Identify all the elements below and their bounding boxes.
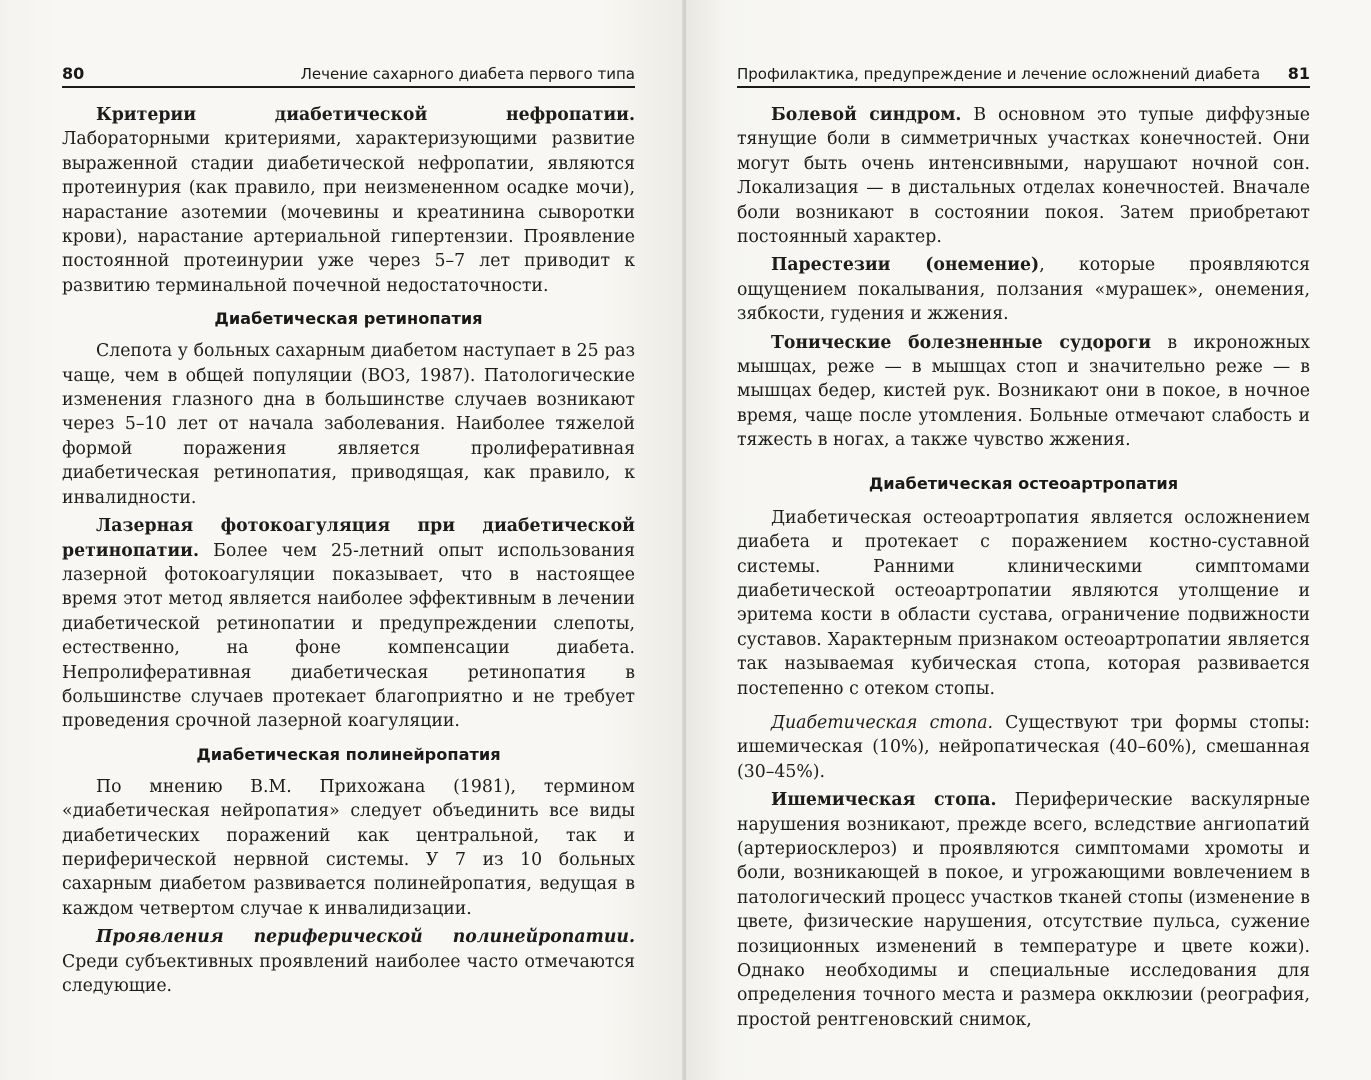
paragraph	[737, 331, 1310, 453]
right-running-head	[737, 62, 1310, 88]
paragraph	[737, 711, 1310, 784]
paragraph-text: , которые проявляются ощущением покалывания, ползания «мурашек», онемения, зябкости, гудения и жжения.	[737, 255, 1310, 325]
paragraph	[62, 514, 635, 734]
left-page	[0, 0, 684, 1080]
paragraph: По мнению В.М. Прихожана (1981), термином «диабетическая нейропатия» следует объединить все виды диабетических поражений как центральной, так и периферической нервной системы. У 7 из 10 больных сахарным диабетом развивается полинейропатия, ведущая в каждом четвертом случае к инвалидизации.	[62, 776, 635, 919]
paragraph: Слепота у больных сахарным диабетом наступает в 25 раз чаще, чем в общей популяции (ВОЗ, 1987). Патологические изменения глазного дна в большинстве случаев возникают через 5–10 лет от начала заболевания. Наиболее тяжелой формой поражения является пролиферативная диабетическая ретинопатия, приводящая, как правило, к инвалидности.	[62, 341, 635, 508]
italic-lead: Диабетическая стопа.	[771, 712, 994, 733]
paragraph-text: Лабораторными критериями, характеризующими развитие выраженной стадии диабетической нефропатии, являются протеинурия (как правило, при неизмененном осадке мочи), нарастание азотемии (мочевины и креатинина сыворотки крови), нарастание артериальной гипертензии. Проявление постоянной протеинурии уже через 5–7 лет приводит к развитию терминальной почечной недостаточности.	[62, 129, 635, 296]
paragraph-text: Периферические васкулярные нарушения возникают, прежде всего, вследствие ангиопатий (артериосклероз) и проявляются симптомами хромоты и боли, возникающей в покое, и угрожающими вовлечением в патологический процесс участков тканей стопы (изменение в цвете, физические нарушения, отсутствие пульса, сужение позиционных изменений в температуре и цвете кожи). Однако необходимы и специальные исследования для определения точного места и размера окклюзии (реография, простой рентгеновский снимок,	[737, 790, 1310, 1030]
paragraph-text: В основном это тупые диффузные тянущие боли в симметричных участках конечностей. Они могут быть очень интенсивными, нарушают ночной сон. Локализация — в дистальных отделах конечностей. Вначале боли возникают в состоянии покоя. Затем приобретают постоянный характер.	[737, 105, 1310, 248]
paragraph-text: в икроножных мышцах, реже — в мышцах стоп и значительно реже — в мышцах бедер, кистей рук. Возникают они в покое, в ночное время, чаще после утомления. Больные отмечают слабость и тяжесть в ногах, а также чувство жжения.	[737, 332, 1311, 451]
paragraph-text: Более чем 25-летний опыт использования лазерной фотокоагуляции показывает, что в настоящее время этот метод является наиболее эффективным в лечении диабетической ретинопатии и предупреждении слепоты, естественно, на фоне компенсации диабета. Непролиферативная диабетическая ретинопатия в большинстве случаев протекает благоприятно и не требует проведения срочной лазерной коагуляции.	[62, 540, 635, 732]
section-heading: Диабетическая полинейропатия	[196, 744, 501, 764]
paragraph	[62, 925, 635, 998]
paragraph-text: Среди субъективных проявлений наиболее часто отмечаются следующие.	[62, 951, 635, 996]
left-page-number: 80	[62, 64, 85, 83]
section-heading: Диабетическая остеоартропатия	[868, 473, 1179, 493]
run-in-heading: Парестезии (онемение)	[771, 255, 1040, 276]
run-in-heading: Критерии диабетической нефропатии.	[96, 105, 635, 125]
run-in-heading: Тонические болезненные судороги	[771, 332, 1152, 353]
paragraph-text: Существуют три формы стопы: ишемическая (10%), нейропатическая (40–60%), смешанная (30–45%).	[737, 712, 1310, 782]
left-running-head	[62, 62, 635, 88]
right-page-number: 81	[1287, 64, 1310, 83]
paragraph	[737, 253, 1310, 326]
run-in-heading: Ишемическая стопа.	[771, 790, 997, 811]
paragraph: Диабетическая остеоартропатия является осложнением диабета и протекает с поражением костно-суставной системы. Ранними клиническими симптомами диабетической остеоартропатии являются утолщение и эритема кости в области сустава, ограничение подвижности суставов. Характерным признаком остеоартропатии является так называемая кубическая стопа, которая развивается постепенно с отеком стопы.	[737, 507, 1310, 699]
run-in-heading: Лазерная фотокоагуляция при диабетической ретинопатии.	[62, 516, 635, 561]
left-running-title: Лечение сахарного диабета первого типа	[300, 65, 635, 83]
right-text-column	[737, 103, 1310, 1032]
run-in-heading: Болевой синдром.	[771, 105, 962, 125]
right-page	[686, 0, 1371, 1080]
paragraph	[737, 103, 1310, 249]
left-text-column	[62, 103, 635, 998]
section-heading: Диабетическая ретинопатия	[214, 309, 483, 329]
right-running-title: Профилактика, предупреждение и лечение осложнений диабета	[737, 65, 1261, 83]
paragraph	[737, 788, 1310, 1032]
paragraph	[62, 103, 635, 298]
run-in-heading-italic: Проявления периферической полинейропатии.	[96, 927, 635, 948]
